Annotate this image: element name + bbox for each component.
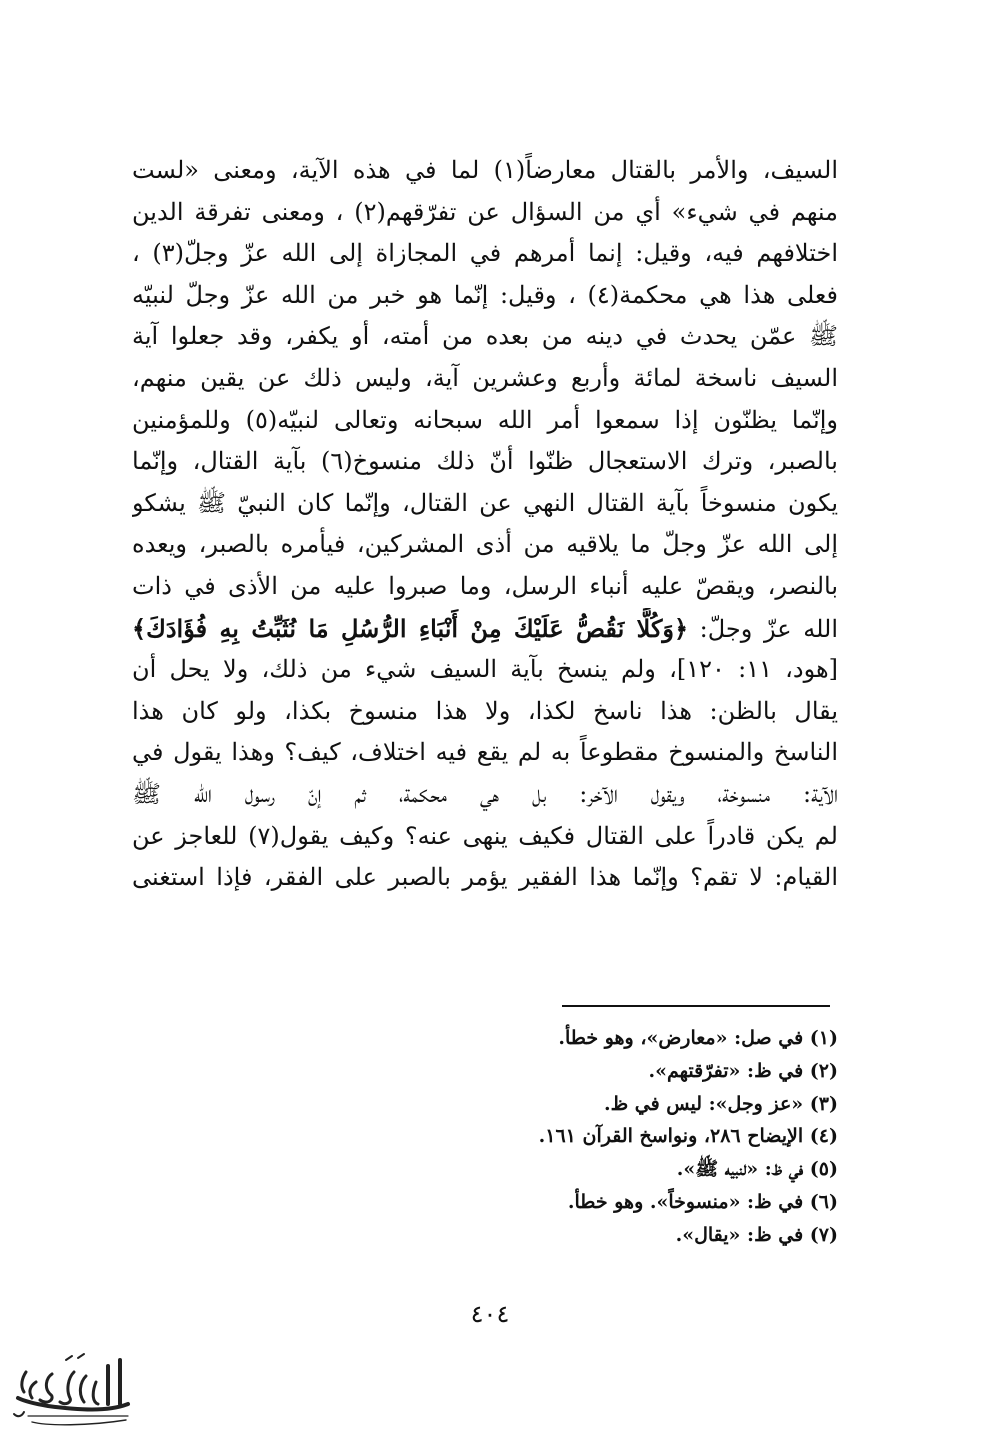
text-line: الآية: منسوخة، ويقول الآخر: بل هي محكمة، ثم إنّ رسول الله ﷺ — [132, 779, 838, 808]
footnote-item: (٦) في ظ: «منسوخاً». وهو خطأ. — [567, 1190, 838, 1213]
footnotes-list — [338, 1022, 838, 1252]
text-line: [هود، ١١: ١٢٠]، ولم ينسخ بآية السيف شيء من ذلك، ولا يحل أن — [132, 655, 838, 684]
footnote-item: (٥) في ظ: «لنبيه ﷺ». — [676, 1158, 838, 1181]
text-line: يقال بالظن: هذا ناسخ لكذا، ولا هذا منسوخ بكذا، ولو كان هذا — [132, 696, 838, 725]
footnote-item: (١) في صل: «معارض»، وهو خطأ. — [558, 1027, 838, 1049]
text-line: بالصبر، وترك الاستعجال ظنّوا أنّ ذلك منسوخ(٦) بآية القتال، وإنّما — [132, 447, 838, 476]
text-line: السيف، والأمر بالقتال معارضاً(١) لما في هذه الآية، ومعنى «لست — [132, 156, 838, 184]
text-line: إلى الله عزّ وجلّ ما يلاقيه من أذى المشركين، فيأمره بالصبر، ويعده — [132, 530, 838, 559]
text-line: يكون منسوخاً بآية القتال النهي عن القتال، وإنّما كان النبيّ ﷺ يشكو — [132, 488, 838, 517]
footnote-item: (٢) في ظ: «تفرّقتهم». — [648, 1059, 838, 1082]
text-line: بالنصر، ويقصّ عليه أنباء الرسل، وما صبروا عليه من الأذى في ذات — [132, 571, 838, 600]
quran-verse-lead: الله عزّ وجلّ: — [688, 614, 838, 643]
text-line: منهم في شيء» أي من السؤال عن تفرّقهم(٢) ، ومعنى تفرقة الدين — [132, 197, 838, 226]
text-line: الناسخ والمنسوخ مقطوعاً به لم يقع فيه اختلاف، كيف؟ وهذا يقول في — [132, 738, 838, 767]
text-line: ﷺ عمّن يحدث في دينه من بعده من أمته، أو يكفر، وقد جعلوا آية — [132, 322, 838, 351]
text-line: وإنّما يظنّون إذا سمعوا أمر الله سبحانه وتعالى لنبيّه(٥) وللمؤمنين — [132, 405, 838, 434]
footnote-item: (٤) الإيضاح ٢٨٦، ونواسخ القرآن ١٦١. — [538, 1125, 838, 1148]
text-line: لم يكن قادراً على القتال فكيف ينهى عنه؟ وكيف يقول(٧) للعاجز عن — [132, 821, 838, 850]
quran-verse-line — [132, 608, 838, 650]
text-line: القيام: لا تقم؟ وإنّما هذا الفقير يؤمر بالصبر على الفقر، فإذا استغنى — [132, 863, 838, 892]
main-text-block — [132, 150, 838, 899]
footnote-item: (٧) في ظ: «يقال». — [675, 1223, 838, 1246]
footnote-divider — [562, 1005, 830, 1007]
text-line: السيف ناسخة لمائة وأربع وعشرين آية، وليس ذلك عن يقين منهم، — [132, 363, 838, 392]
text-line: اختلافهم فيه، وقيل: إنما أمرهم في المجازاة إلى الله عزّ وجلّ(٣) ، — [132, 239, 838, 268]
quran-verse: ﴿وَكُلًّا نَقُصُّ عَلَيْكَ مِنْ أَنْبَاءِ الرُّسُلِ مَا نُثَبِّتُ بِهِ فُؤَادَكَ﴾ — [132, 613, 689, 643]
footnote-item: (٣) «عز وجل»: ليس في ظ. — [603, 1092, 838, 1115]
page-number: ٤٠٤ — [470, 1300, 510, 1328]
text-line: فعلى هذا هي محكمة(٤) ، وقيل: إنّما هو خبر من الله عزّ وجلّ لنبيّه — [132, 280, 838, 309]
calligraphy-watermark-logo — [8, 1352, 133, 1434]
